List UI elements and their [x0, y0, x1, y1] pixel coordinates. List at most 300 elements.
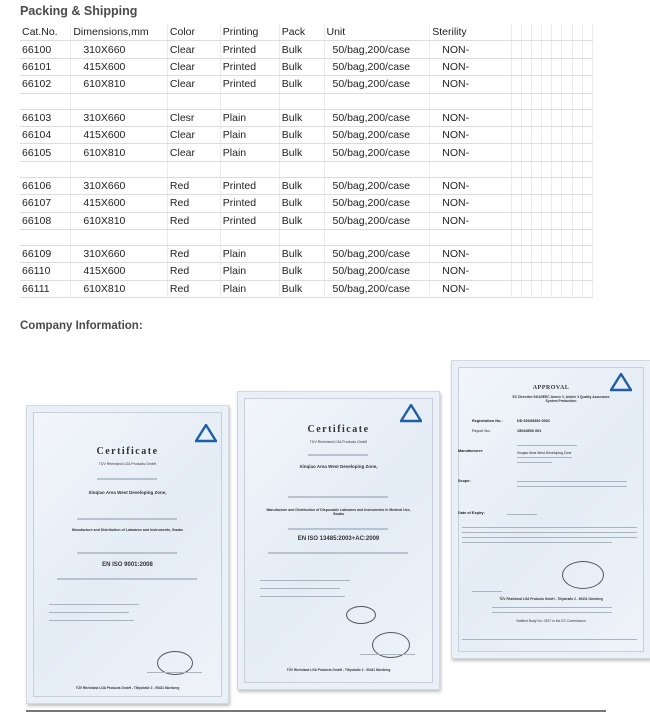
table-cell: Printed: [220, 177, 279, 194]
empty-cell: [511, 195, 521, 212]
table-cell: NON-: [430, 263, 511, 280]
certificate-title: Certificate: [307, 424, 370, 435]
table-cell: Clear: [167, 76, 220, 93]
table-row: [20, 109, 593, 126]
empty-cell: [562, 41, 572, 58]
table-cell: Bulk: [279, 76, 324, 93]
table-row: [20, 177, 593, 194]
text-line: [260, 588, 340, 589]
table-cell: 50/bag,200/case: [324, 280, 430, 297]
empty-cell: [552, 212, 562, 229]
empty-cell: [542, 212, 552, 229]
empty-cell: [167, 229, 220, 245]
text-line: [260, 596, 345, 597]
text-line: [462, 532, 637, 533]
empty-cell: [562, 109, 572, 126]
empty-cell: [582, 177, 592, 194]
empty-cell: [20, 161, 71, 177]
empty-cell: [582, 195, 592, 212]
empty-cell: [521, 93, 531, 109]
approval-title: APPROVAL: [532, 385, 570, 391]
text-line: [268, 552, 408, 554]
table-cell: 66102: [20, 76, 71, 93]
empty-cell: [542, 41, 552, 58]
empty-cell: [521, 76, 531, 93]
table-cell: 66100: [20, 41, 71, 58]
empty-cell: [552, 93, 562, 109]
empty-cell: [531, 58, 541, 75]
empty-cell: [531, 229, 541, 245]
text-line: [517, 481, 627, 482]
empty-cell: [572, 24, 582, 41]
expiry-label: Date of Expiry:: [458, 511, 485, 515]
empty-cell: [521, 263, 531, 280]
empty-cell: [531, 93, 541, 109]
table-cell: Bulk: [279, 126, 324, 143]
empty-cell: [572, 58, 582, 75]
empty-cell: [531, 280, 541, 297]
table-row: [20, 126, 593, 143]
empty-cell: [167, 161, 220, 177]
empty-cell: [582, 161, 592, 177]
table-cell: Red: [167, 280, 220, 297]
empty-cell: [542, 161, 552, 177]
table-cell: NON-: [430, 212, 511, 229]
col-header: Color: [167, 24, 220, 41]
text-line: [492, 607, 612, 608]
table-cell: Plain: [220, 263, 279, 280]
table-cell: NON-: [430, 177, 511, 194]
notified-body: Notified Body No. 0197 in the EC Commission: [516, 619, 586, 623]
empty-cell: [531, 24, 541, 41]
text-line: [49, 620, 134, 621]
empty-cell: [562, 161, 572, 177]
empty-cell: [582, 24, 592, 41]
scope-label: Scope:: [458, 479, 471, 483]
table-cell: 50/bag,200/case: [324, 245, 430, 262]
empty-cell: [531, 263, 541, 280]
empty-cell: [71, 161, 168, 177]
approval-subtitle: EC Directive 93/42/EEC Annex V, Article 3 Quality Assurance System Production: [512, 395, 610, 403]
empty-cell: [582, 280, 592, 297]
empty-cell: [521, 177, 531, 194]
table-cell: Plain: [220, 144, 279, 161]
table-cell: 66104: [20, 126, 71, 143]
empty-cell: [511, 24, 521, 41]
empty-cell: [511, 76, 521, 93]
table-cell: 66103: [20, 109, 71, 126]
tuv-logo-icon: [400, 404, 422, 424]
table-cell: Clear: [167, 126, 220, 143]
table-cell: 50/bag,200/case: [324, 109, 430, 126]
empty-cell: [542, 58, 552, 75]
empty-cell: [279, 229, 324, 245]
table-cell: Red: [167, 263, 220, 280]
empty-cell: [552, 263, 562, 280]
table-cell: 50/bag,200/case: [324, 58, 430, 75]
empty-cell: [572, 263, 582, 280]
table-cell: Plain: [220, 245, 279, 262]
empty-cell: [220, 229, 279, 245]
empty-cell: [20, 93, 71, 109]
empty-cell: [552, 245, 562, 262]
table-cell: Clear: [167, 144, 220, 161]
certificate-issuer: TÜV Rheinland LGA Products GmbH: [98, 462, 157, 466]
text-line: [462, 639, 637, 640]
empty-cell: [430, 229, 511, 245]
empty-cell: [20, 229, 71, 245]
table-cell: NON-: [430, 41, 511, 58]
packing-table: [20, 24, 593, 298]
empty-cell: [562, 24, 572, 41]
empty-cell: [562, 245, 572, 262]
table-cell: Bulk: [279, 195, 324, 212]
text-line: [462, 537, 637, 538]
empty-cell: [531, 126, 541, 143]
empty-cell: [572, 229, 582, 245]
table-cell: 50/bag,200/case: [324, 212, 430, 229]
table-cell: 415X600: [71, 195, 168, 212]
col-header: Sterility: [430, 24, 511, 41]
table-cell: Bulk: [279, 245, 324, 262]
empty-cell: [572, 93, 582, 109]
group-separator: [20, 229, 593, 245]
empty-cell: [582, 58, 592, 75]
empty-cell: [562, 212, 572, 229]
table-cell: 66109: [20, 245, 71, 262]
table-row: [20, 212, 593, 229]
company-info-heading: Company Information:: [20, 320, 143, 332]
empty-cell: [582, 76, 592, 93]
empty-cell: [552, 144, 562, 161]
table-row: [20, 41, 593, 58]
table-cell: Clesr: [167, 109, 220, 126]
text-line: [49, 604, 139, 605]
text-line: [97, 478, 157, 480]
table-cell: 610X810: [71, 76, 168, 93]
empty-cell: [324, 161, 430, 177]
group-separator: [20, 93, 593, 109]
table-cell: 50/bag,200/case: [324, 263, 430, 280]
table-cell: 50/bag,200/case: [324, 144, 430, 161]
empty-cell: [521, 144, 531, 161]
empty-cell: [552, 161, 562, 177]
empty-cell: [521, 195, 531, 212]
table-cell: 310X660: [71, 245, 168, 262]
table-cell: Bulk: [279, 263, 324, 280]
empty-cell: [582, 126, 592, 143]
table-cell: 50/bag,200/case: [324, 195, 430, 212]
certificate-scope: Manufacture and Distribution of Labwares and Instruments, Swabs: [71, 528, 184, 532]
table-cell: NON-: [430, 280, 511, 297]
table-cell: 310X660: [71, 177, 168, 194]
table-row: [20, 280, 593, 297]
empty-cell: [552, 177, 562, 194]
table-cell: Printed: [220, 212, 279, 229]
table-cell: Bulk: [279, 177, 324, 194]
empty-cell: [511, 144, 521, 161]
table-cell: Red: [167, 212, 220, 229]
table-cell: Bulk: [279, 109, 324, 126]
table-cell: NON-: [430, 126, 511, 143]
table-cell: 50/bag,200/case: [324, 126, 430, 143]
empty-cell: [562, 144, 572, 161]
empty-cell: [511, 229, 521, 245]
empty-cell: [511, 177, 521, 194]
certificate-standard: EN ISO 9001:2008: [102, 562, 153, 568]
certificate-title: Certificate: [96, 446, 159, 457]
empty-cell: [531, 245, 541, 262]
empty-cell: [521, 41, 531, 58]
empty-cell: [220, 161, 279, 177]
empty-cell: [511, 58, 521, 75]
certificate-org: Xinqiao Area West Developing Zone,: [299, 464, 378, 469]
empty-cell: [562, 126, 572, 143]
empty-cell: [542, 280, 552, 297]
empty-cell: [521, 280, 531, 297]
text-line: [517, 457, 572, 458]
table-cell: Printed: [220, 195, 279, 212]
empty-cell: [71, 93, 168, 109]
empty-cell: [324, 229, 430, 245]
empty-cell: [582, 245, 592, 262]
empty-cell: [572, 109, 582, 126]
empty-cell: [521, 245, 531, 262]
tuv-logo-icon: [195, 424, 217, 444]
empty-cell: [552, 280, 562, 297]
table-cell: 50/bag,200/case: [324, 41, 430, 58]
empty-cell: [562, 58, 572, 75]
text-line: [77, 518, 177, 520]
signature-stamp: [562, 561, 604, 589]
empty-cell: [542, 177, 552, 194]
table-cell: 66101: [20, 58, 71, 75]
empty-cell: [511, 161, 521, 177]
registration-label: Registration No.:: [472, 419, 503, 423]
table-cell: NON-: [430, 144, 511, 161]
signature-line: [472, 591, 502, 592]
empty-cell: [572, 41, 582, 58]
text-line: [288, 496, 388, 498]
empty-cell: [542, 229, 552, 245]
table-cell: 66106: [20, 177, 71, 194]
empty-cell: [542, 263, 552, 280]
empty-cell: [542, 24, 552, 41]
empty-cell: [430, 161, 511, 177]
text-line: [517, 486, 627, 487]
table-cell: Bulk: [279, 144, 324, 161]
empty-cell: [572, 245, 582, 262]
col-header: Pack: [279, 24, 324, 41]
col-header: Printing: [220, 24, 279, 41]
table-cell: 66108: [20, 212, 71, 229]
group-separator: [20, 161, 593, 177]
empty-cell: [552, 229, 562, 245]
empty-cell: [531, 177, 541, 194]
report-label: Report No.:: [472, 429, 492, 433]
empty-cell: [552, 24, 562, 41]
empty-cell: [279, 93, 324, 109]
table-cell: 415X600: [71, 126, 168, 143]
table-row: [20, 58, 593, 75]
empty-cell: [521, 126, 531, 143]
empty-cell: [562, 195, 572, 212]
empty-cell: [562, 280, 572, 297]
table-cell: 415X600: [71, 58, 168, 75]
empty-cell: [531, 212, 541, 229]
text-line: [492, 612, 612, 613]
text-line: [57, 578, 197, 580]
certificate-org: Xinqiao Area West Developing Zone,: [88, 490, 167, 495]
table-cell: Printed: [220, 76, 279, 93]
text-line: [308, 454, 368, 456]
empty-cell: [552, 126, 562, 143]
empty-cell: [531, 144, 541, 161]
table-cell: Red: [167, 195, 220, 212]
empty-cell: [562, 177, 572, 194]
empty-cell: [542, 109, 552, 126]
empty-cell: [521, 229, 531, 245]
empty-cell: [511, 109, 521, 126]
manufacturer-value: Xinqiao Area West Developing Zone: [517, 451, 572, 455]
empty-cell: [430, 93, 511, 109]
empty-cell: [582, 263, 592, 280]
certificate-border: [458, 367, 644, 652]
table-cell: NON-: [430, 245, 511, 262]
empty-cell: [582, 93, 592, 109]
text-line: [288, 528, 388, 530]
empty-cell: [531, 76, 541, 93]
table-cell: Plain: [220, 126, 279, 143]
signature-stamp: [346, 606, 376, 624]
empty-cell: [552, 76, 562, 93]
empty-cell: [542, 245, 552, 262]
empty-cell: [531, 195, 541, 212]
empty-cell: [167, 93, 220, 109]
table-cell: Red: [167, 177, 220, 194]
col-header: Unit: [324, 24, 430, 41]
empty-cell: [572, 76, 582, 93]
empty-cell: [572, 144, 582, 161]
empty-cell: [572, 195, 582, 212]
signature-line: [360, 654, 415, 655]
table-cell: 310X660: [71, 109, 168, 126]
empty-cell: [71, 229, 168, 245]
table-cell: Clear: [167, 58, 220, 75]
empty-cell: [531, 161, 541, 177]
table-cell: 415X600: [71, 263, 168, 280]
empty-cell: [562, 93, 572, 109]
table-row: [20, 245, 593, 262]
manufacturer-label: Manufacturer:: [458, 449, 484, 453]
table-cell: NON-: [430, 76, 511, 93]
empty-cell: [582, 109, 592, 126]
empty-cell: [552, 195, 562, 212]
table-row: [20, 144, 593, 161]
empty-cell: [582, 144, 592, 161]
table-cell: NON-: [430, 109, 511, 126]
empty-cell: [552, 109, 562, 126]
text-line: [507, 514, 537, 515]
text-line: [260, 580, 350, 581]
empty-cell: [531, 41, 541, 58]
certificate-approval: [451, 360, 650, 659]
table-row: [20, 76, 593, 93]
table-cell: 310X660: [71, 41, 168, 58]
text-line: [517, 462, 552, 463]
signature-line: [147, 672, 202, 673]
empty-cell: [511, 263, 521, 280]
empty-cell: [511, 212, 521, 229]
registration-value: DD 60039392 0001: [517, 419, 550, 423]
empty-cell: [542, 195, 552, 212]
empty-cell: [542, 93, 552, 109]
table-row: [20, 263, 593, 280]
certificate-standard: EN ISO 13485:2003+AC:2009: [297, 536, 380, 542]
empty-cell: [582, 212, 592, 229]
table-cell: 610X810: [71, 280, 168, 297]
empty-cell: [511, 280, 521, 297]
table-cell: Bulk: [279, 58, 324, 75]
text-line: [517, 445, 577, 446]
empty-cell: [521, 109, 531, 126]
empty-cell: [531, 109, 541, 126]
col-header: Dimensions,mm: [71, 24, 168, 41]
empty-cell: [521, 58, 531, 75]
table-cell: Clear: [167, 41, 220, 58]
packing-shipping-heading: Packing & Shipping: [20, 4, 138, 18]
empty-cell: [552, 41, 562, 58]
empty-cell: [562, 263, 572, 280]
empty-cell: [552, 58, 562, 75]
empty-cell: [220, 93, 279, 109]
table-cell: 610X810: [71, 212, 168, 229]
empty-cell: [572, 280, 582, 297]
empty-cell: [562, 229, 572, 245]
col-header: Cat.No.: [20, 24, 71, 41]
empty-cell: [572, 161, 582, 177]
empty-cell: [562, 76, 572, 93]
table-cell: Plain: [220, 280, 279, 297]
table-cell: 66110: [20, 263, 71, 280]
table-cell: NON-: [430, 195, 511, 212]
empty-cell: [521, 161, 531, 177]
empty-cell: [324, 93, 430, 109]
report-value: 15043553 001: [517, 429, 542, 433]
empty-cell: [279, 161, 324, 177]
certificate-iso9001: [26, 405, 229, 704]
table-cell: 66107: [20, 195, 71, 212]
text-line: [77, 552, 177, 554]
certificate-scope: Manufacture and Distribution of Disposable Labwares and Instruments in Medical Use, Swabs: [266, 508, 411, 516]
empty-cell: [511, 245, 521, 262]
table-cell: Bulk: [279, 212, 324, 229]
approval-footer: TÜV Rheinland LGA Products GmbH - Tillystraße 2 - 90431 Nürnberg: [499, 597, 603, 601]
empty-cell: [572, 177, 582, 194]
empty-cell: [542, 76, 552, 93]
text-line: [49, 612, 129, 613]
empty-cell: [511, 126, 521, 143]
table-cell: Red: [167, 245, 220, 262]
empty-cell: [511, 41, 521, 58]
certificate-issuer: TÜV Rheinland LGA Products GmbH: [309, 440, 368, 444]
certificate-footer: TÜV Rheinland LGA Products GmbH - Tillystraße 2 - 90431 Nürnberg: [75, 686, 180, 690]
table-cell: Bulk: [279, 41, 324, 58]
table-header-row: [20, 24, 593, 41]
table-cell: 66111: [20, 280, 71, 297]
empty-cell: [572, 126, 582, 143]
table-cell: Printed: [220, 41, 279, 58]
